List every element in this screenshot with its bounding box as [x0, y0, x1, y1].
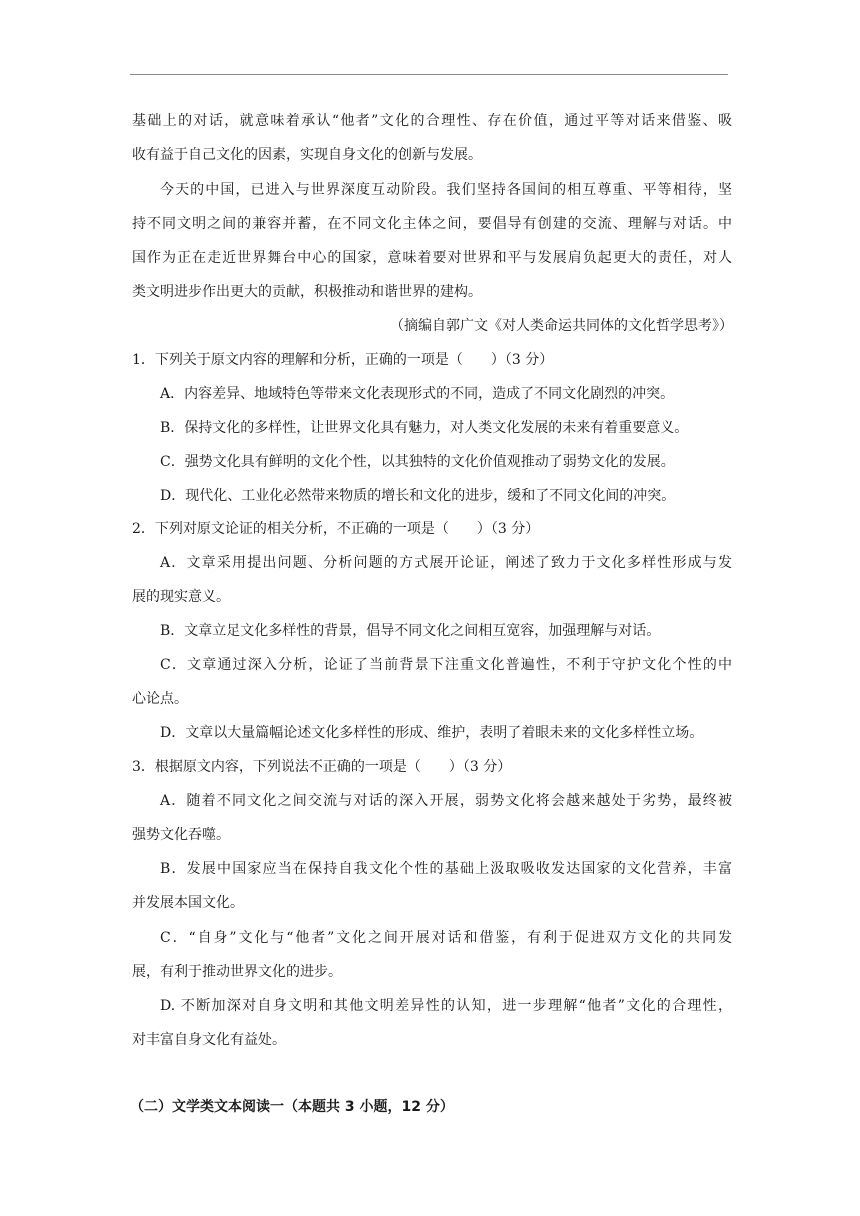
- passage-line: 收有益于自己文化的因素，实现自身文化的创新与发展。: [132, 147, 482, 163]
- question-stem: 2．下列对原文论证的相关分析，不正确的一项是（ ）（3 分）: [132, 521, 540, 537]
- option-b-cont: 并发展本国文化。: [132, 895, 244, 911]
- header-rule: [130, 74, 728, 75]
- option-a-cont: 强势文化吞噬。: [132, 827, 230, 843]
- option-a: A．内容差异、地域特色等带来文化表现形式的不同，造成了不同文化剧烈的冲突。: [160, 386, 675, 402]
- passage-line: 基础上的对话，就意味着承认“他者”文化的合理性、存在价值，通过平等对话来借鉴、吸: [132, 113, 732, 129]
- option-b: B．保持文化的多样性，让世界文化具有魅力，对人类文化发展的未来有着重要意义。: [160, 420, 689, 436]
- option-d-cont: 对丰富自身文化有益处。: [132, 1032, 286, 1048]
- option-d: D．文章以大量篇幅论述文化多样性的形成、维护，表明了着眼未来的文化多样性立场。: [160, 725, 704, 741]
- option-a: A．文章采用提出问题、分析问题的方式展开论证，阐述了致力于文化多样性形成与发: [160, 555, 732, 571]
- question-stem: 1．下列关于原文内容的理解和分析，正确的一项是（ ）（3 分）: [132, 352, 554, 368]
- option-c: C．强势文化具有鲜明的文化个性，以其独特的文化价值观推动了弱势文化的发展。: [160, 454, 675, 470]
- passage-line: 国作为正在走近世界舞台中心的国家，意味着要对世界和平与发展肩负起更大的责任，对人: [132, 250, 732, 266]
- option-a-cont: 展的现实意义。: [132, 589, 230, 605]
- option-d: D. 不断加深对自身文明和其他文明差异性的认知，进一步理解“他者”文化的合理性，: [160, 998, 732, 1014]
- passage-line: 持不同文明之间的兼容并蓄，在不同文化主体之间，要倡导有创建的交流、理解与对话。中: [132, 216, 732, 232]
- option-c: C．“自身”文化与“他者”文化之间开展对话和借鉴，有利于促进双方文化的共同发: [160, 930, 732, 946]
- option-c: C．文章通过深入分析，论证了当前背景下注重文化普遍性，不利于守护文化个性的中: [160, 657, 732, 673]
- passage-line: 今天的中国，已进入与世界深度互动阶段。我们坚持各国间的相互尊重、平等相待，坚: [160, 182, 732, 198]
- option-b: B．发展中国家应当在保持自我文化个性的基础上汲取吸收发达国家的文化营养，丰富: [160, 861, 732, 877]
- question-stem: 3．根据原文内容，下列说法不正确的一项是（ ）（3 分）: [132, 759, 512, 775]
- option-a: A．随着不同文化之间交流与对话的深入开展，弱势文化将会越来越处于劣势，最终被: [160, 793, 732, 809]
- section-heading: （二）文学类文本阅读一（本题共 3 小题，12 分）: [130, 1099, 454, 1115]
- passage-line: 类文明进步作出更大的贡献，积极推动和谐世界的建构。: [132, 284, 482, 300]
- option-d: D．现代化、工业化必然带来物质的增长和文化的进步，缓和了不同文化间的冲突。: [160, 488, 676, 504]
- option-c-cont: 展，有利于推动世界文化的进步。: [132, 964, 342, 980]
- option-c-cont: 心论点。: [132, 691, 188, 707]
- option-b: B．文章立足文化多样性的背景，倡导不同文化之间相互宽容，加强理解与对话。: [160, 623, 661, 639]
- passage-source: （摘编自郭广文《对人类命运共同体的文化哲学思考》）: [390, 318, 733, 334]
